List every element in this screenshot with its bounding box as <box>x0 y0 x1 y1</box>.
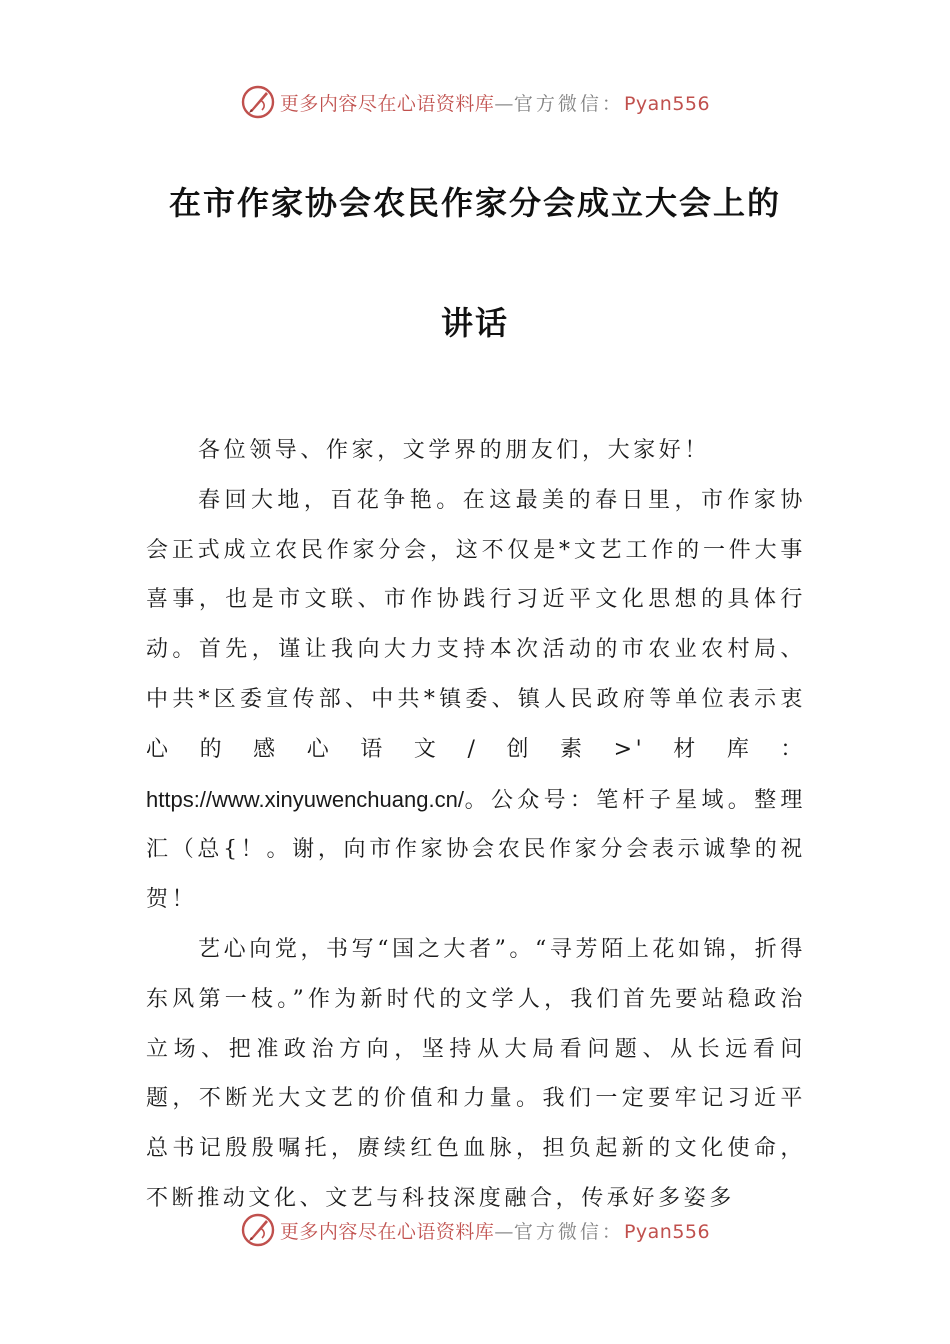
watermark-wechat-id: Pyan556 <box>623 92 711 115</box>
header-watermark <box>0 82 950 122</box>
watermark-brand: 更多内容尽在心语资料库 <box>279 92 495 115</box>
watermark-separator: — <box>494 1220 514 1243</box>
paragraph-opening-text-end: 。公众号：笔杆子星域。整理汇（总{！。谢，向市作家协会农民作家分会表示诚挚的祝贺！ <box>146 787 806 913</box>
watermark-wechat-label: 官方微信： <box>513 92 624 115</box>
footer-watermark <box>0 1210 950 1250</box>
paragraph-mission: 艺心向党，书写“国之大者”。“寻芳陌上花如锦，折得东风第一枝。”作为新时代的文学人，我们首先要站稳政治立场、把准政治方向，坚持从大局看问题、从长远看问题，不断光大文艺的价值和力量。我们一定要牢记习近平总书记殷殷嘱托，赓续红色血脉，担负起新的文化使命，不断推动文化、文艺与科技深度融合，传承好多姿多 <box>146 936 806 1211</box>
paragraph-opening-text: 春回大地，百花争艳。在这最美的春日里，市作家协会正式成立农民作家分会，这不仅是*文艺工作的一件大事喜事，也是市文联、市作协践行习近平文化思想的具体行动。首先，谨让我向大力支持本次活动的市农业农村局、中共*区委宣传部、中共*镇委、镇人民政府等单位表示衷心的感心语文/创素>'材库： <box>146 487 806 762</box>
document-title-line-2: 讲话 <box>440 304 509 342</box>
source-url-link[interactable]: https://www.xinyuwenchuang.cn/ <box>146 786 464 812</box>
paragraph-opening <box>146 476 806 925</box>
quill-logo-icon <box>240 84 276 120</box>
paragraph-greeting: 各位领导、作家，文学界的朋友们，大家好！ <box>198 438 711 463</box>
watermark-text <box>280 1217 710 1244</box>
document-body <box>146 426 806 1224</box>
watermark-text <box>280 89 710 116</box>
watermark-wechat-id: Pyan556 <box>623 1220 711 1243</box>
document-title-line-1: 在市作家协会农民作家分会成立大会上的 <box>168 184 781 222</box>
watermark-separator: — <box>494 92 514 115</box>
quill-logo-icon <box>240 1212 276 1248</box>
watermark-brand: 更多内容尽在心语资料库 <box>279 1220 495 1243</box>
watermark-wechat-label: 官方微信： <box>513 1220 624 1243</box>
